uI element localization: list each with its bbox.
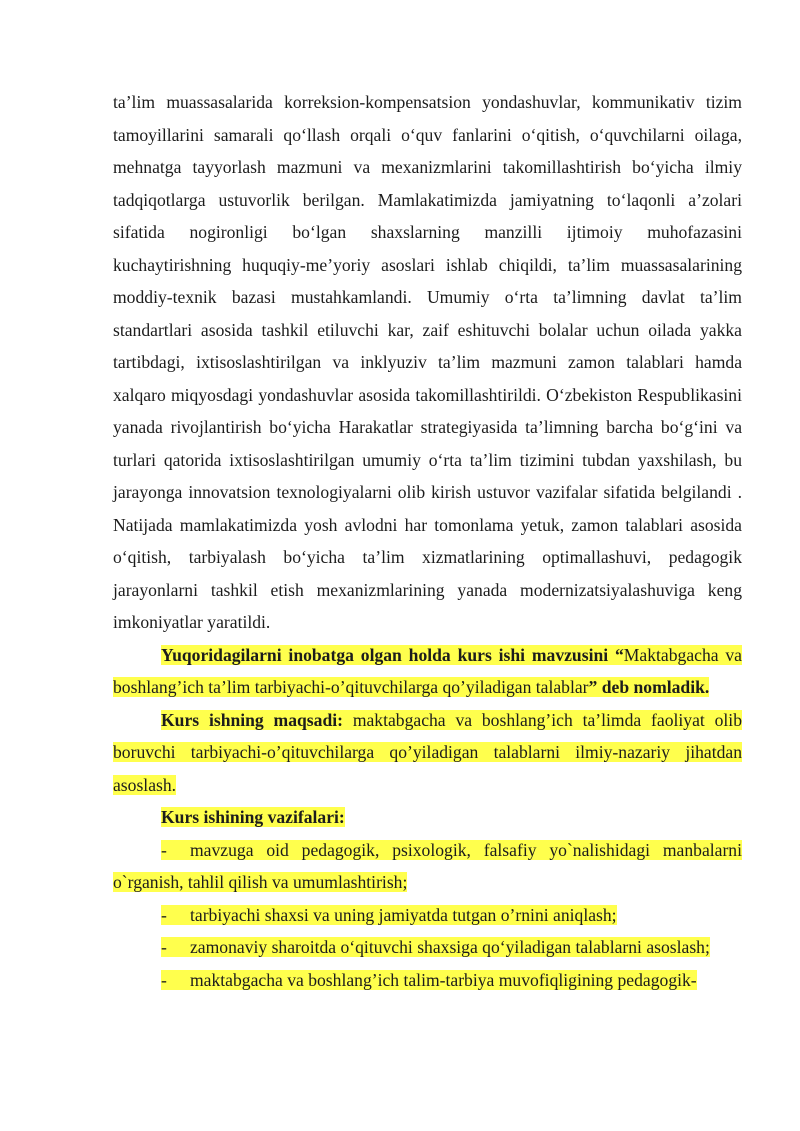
list-item-text: tarbiyachi shaxsi va uning jamiyatda tutgan o’rnini aniqlash; bbox=[190, 904, 617, 925]
bullet-dash: - bbox=[161, 969, 167, 990]
list-item-text: mavzuga oid pedagogik, psixologik, falsafiy yo`nalishidagi manbalarni o`rganish, tahlil qilish va umumlashtirish; bbox=[113, 839, 742, 892]
bullet-dash: - bbox=[161, 839, 167, 860]
topic-paragraph bbox=[113, 639, 742, 704]
list-item bbox=[113, 834, 742, 899]
intro-paragraph: ta’lim muassasalarida korreksion-kompensatsion yondashuvlar, kommunikativ tizim tamoyillarini samarali qo‘llash orqali o‘quv fanlarini o‘qitish, o‘quvchilarni oilaga, mehnatga tayyorlash mazmuni va mexanizmlarini takomillashtirish bo‘yicha ilmiy tadqiqotlarga ustuvorlik berilgan. Mamlakatimizda jamiyatning to‘laqonli a’zolari sifatida nogironligi bo‘lgan shaxslarning manzilli ijtimoiy muhofazasini kuchaytirishning huquqiy-me’yoriy asoslari ishlab chiqildi, ta’lim muassasalarining moddiy-texnik bazasi mustahkamlandi. Umumiy o‘rta ta’limning davlat ta’lim standartlari asosida tashkil etiluvchi kar, zaif eshituvchi bolalar uchun oilada yakka tartibdagi, ixtisoslashtirilgan va inklyuziv ta’lim mazmuni zamon talablari hamda xalqaro miqyosdagi yondashuvlar asosida takomillashtirildi. O‘zbekiston Respublikasini yanada rivojlantirish bo‘yicha Harakatlar strategiyasida ta’limning barcha bo‘g‘ini va turlari qatorida ixtisoslashtirilgan umumiy o‘rta ta’lim tizimini tubdan yaxshilash, bu jarayonga innovatsion texnologiyalarni olib kirish ustuvor vazifalar sifatida belgilandi . Natijada mamlakatimizda yosh avlodni har tomonlama yetuk, zamon talablari asosida o‘qitish, tarbiyalash bo‘yicha ta’lim xizmatlarining optimallashuvi, pedagogik jarayonlarni tashkil etish mexanizmlarining yanada modernizatsiyalashuviga keng imkoniyatlar yaratildi. bbox=[113, 92, 742, 632]
goal-paragraph bbox=[113, 704, 742, 802]
topic-tail: ” deb nomladik. bbox=[588, 677, 710, 697]
list-item bbox=[113, 899, 742, 932]
tasks-heading bbox=[113, 801, 742, 834]
list-item-text: maktabgacha va boshlang’ich talim-tarbiya muvofiqligining pedagogik- bbox=[190, 969, 697, 990]
topic-lead: Yuqoridagilarni inobatga olgan holda kurs ishi mavzusini “ bbox=[161, 644, 624, 665]
list-item-text: zamonaviy sharoitda o‘qituvchi shaxsiga qo‘yiladigan talablarni asoslash; bbox=[190, 937, 710, 957]
bullet-dash: - bbox=[161, 937, 167, 957]
bullet-dash: - bbox=[161, 904, 167, 925]
tasks-heading-text: Kurs ishining vazifalari: bbox=[161, 807, 345, 827]
goal-label: Kurs ishning maqsadi: bbox=[161, 709, 343, 730]
document-page bbox=[113, 86, 742, 996]
list-item bbox=[113, 931, 742, 964]
goal-text: maktabgacha va boshlang’ich ta’limda faoliyat olib boruvchi tarbiyachi-o’qituvchilarga qo’yiladigan talablarni ilmiy-nazariy jihatdan asoslash. bbox=[113, 709, 742, 795]
topic-title: Maktabgacha va boshlang’ich ta’lim tarbiyachi-o’qituvchilarga qo’yiladigan talablar bbox=[113, 644, 742, 697]
list-item bbox=[113, 964, 742, 997]
